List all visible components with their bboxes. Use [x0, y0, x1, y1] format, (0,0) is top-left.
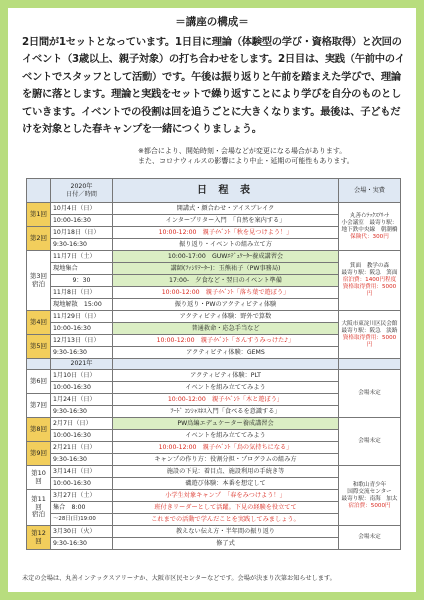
session-11: 第11回 宿泊: [27, 490, 51, 526]
schedule-table: [26, 178, 401, 550]
date-cell: 現地解散 15:00: [51, 299, 113, 311]
table-row: [27, 370, 401, 382]
date-cell: 10:00-16:30: [51, 430, 113, 442]
date-cell: 9:30-16:30: [51, 538, 113, 550]
program-cell: これまでの活動で学んだことを実践してみましょう。: [113, 514, 339, 526]
date-cell: 11月7日（土）: [51, 251, 113, 263]
venue-line: 和歌山青少年: [352, 481, 387, 488]
date-cell: 10:00-16:30: [51, 215, 113, 227]
program-cell: 10:00-12:00 親子ｲﾍﾞﾝﾄ「木と遊ぼう」: [113, 394, 339, 406]
program-cell: 修了式: [113, 538, 339, 550]
program-cell: 振り返り・PWのアクティビティ体験: [113, 299, 339, 311]
session-6: 第6回: [27, 370, 51, 394]
venue-cell: 会場未定: [339, 526, 401, 550]
venue-line: 丸善ｲﾝﾃｯｸｽｱﾘｰﾅ: [349, 212, 390, 219]
program-cell: イベントを組み立ててみよう: [113, 430, 339, 442]
venue-line: 国際交流センター: [347, 488, 392, 495]
venue-cell: [339, 466, 401, 526]
session-8: 第8回: [27, 418, 51, 442]
date-cell: 集合 8:00: [51, 502, 113, 514]
date-cell: 9:30-16:30: [51, 454, 113, 466]
date-cell: 10:00-16:30: [51, 382, 113, 394]
date-cell: 2月21日（日）: [51, 442, 113, 454]
date-cell: 9：30: [51, 275, 113, 287]
header-title: 日 程 表: [113, 179, 339, 203]
year-blank: [339, 359, 401, 370]
date-cell: 9:30-16:30: [51, 239, 113, 251]
program-cell: アクティビティ体験：野外で算数: [113, 311, 339, 323]
venue-line: 最寄り駅：南海 加太: [341, 495, 398, 502]
table-row: [27, 203, 401, 215]
venue-fee: 資格取得費用：5000円: [342, 284, 397, 297]
date-cell: 11月29日（日）: [51, 311, 113, 323]
session-3: 第3回 宿泊: [27, 251, 51, 311]
notes: [138, 146, 408, 166]
venue-fee: 宿泊費：1400円程度: [342, 277, 397, 283]
date-cell: 2月7日（日）: [51, 418, 113, 430]
program-cell: アクティビティ体験：GEMS: [113, 347, 339, 359]
session-1: 第1回: [27, 203, 51, 227]
program-cell: 教えない伝え方・半年間の振り返り: [113, 526, 339, 538]
year-blank: [113, 359, 339, 370]
program-cell: ﾌｰﾄﾞ ｺﾝｼｬｽﾈｽ入門「食べるを意識する」: [113, 406, 339, 418]
header-venue: 会場・実費: [339, 179, 401, 203]
venue-line: 大阪市東淀川区民会館: [341, 320, 398, 327]
program-cell: 講師(ﾌｧｼﾘﾃｰﾀｰ)：玉熊祐子（PW事務局): [113, 263, 339, 275]
program-cell: 振り返り・イベントの組み立て方: [113, 239, 339, 251]
session-2: 第2回: [27, 227, 51, 251]
venue-cell: [339, 203, 401, 251]
table-header-row: [27, 179, 401, 203]
date-cell: 10月4日（日）: [51, 203, 113, 215]
table-row: [27, 311, 401, 323]
program-cell: 普通救命・応急手当など: [113, 323, 339, 335]
date-cell: 9:30-16:30: [51, 406, 113, 418]
session-10: 第10回: [27, 466, 51, 490]
table-row: [27, 251, 401, 263]
venue-fee: 宿泊費：5000円: [348, 502, 391, 509]
date-cell: 10月18日（日）: [51, 227, 113, 239]
note-line-1: ※都合により、開始時刻・会場などが変更になる場合があります。: [138, 147, 347, 155]
venue-fee: 資格取得費用：5000円: [342, 334, 397, 348]
program-cell: PW鳥編エデュケーター養成講習会: [113, 418, 339, 430]
date-cell: 1月10日（日）: [51, 370, 113, 382]
session-9: 第9回: [27, 442, 51, 466]
session-7: 第7回: [27, 394, 51, 418]
date-cell: 3月30日（火）: [51, 526, 113, 538]
program-cell: 班付きリーダーとして活躍。下見の経験を役立てて: [113, 502, 339, 514]
table-row: [27, 418, 401, 430]
program-cell: キャンプの作り方：役割分担・プログラムの組み方: [113, 454, 339, 466]
program-cell: インタープリター入門 「自然を案内する」: [113, 215, 339, 227]
year-row: [27, 359, 401, 370]
program-cell: イベントを組み立ててみよう: [113, 382, 339, 394]
table-row: [27, 466, 401, 478]
program-cell: 小学生対象キャンプ 「春をみつけよう！」: [113, 490, 339, 502]
program-cell: 磯遊び体験：本番を想定して: [113, 478, 339, 490]
date-cell: 3月27日（土）: [51, 490, 113, 502]
program-cell: 10:00-12:00 親子ｲﾍﾞﾝﾄ「秋を見つけよう！」: [113, 227, 339, 239]
note-line-2: また、コロナウィルスの影響により中止・延期の可能性もあります。: [138, 157, 354, 165]
intro-paragraph: 2日間が1セットとなっています。1日目に理論（体験型の学び・資格取得）と次回のイベント（3歳以上、親子対象）の打ち合わせをします。2日目は、実践（午前中のイベントでスタッフとして活動）です。午後は振り返りと午前を踏まえた学びで、理論を腑に落とします。理論と実践をセットで繰り返すことにより学びを自分のものとしていきます。イベントでの役割は回を追うごとに大きくなります。最後は、子どもだけを対象とした春キャンプを一緒につくりましょう。: [22, 36, 405, 136]
venue-cell: 会場未定: [339, 370, 401, 418]
date-cell: 1月24日（日）: [51, 394, 113, 406]
date-cell: 3月14日（日）: [51, 466, 113, 478]
venue-line: 最寄り駅：阪急 淡路: [341, 327, 398, 334]
date-cell: ～28日(日)19:00: [51, 514, 113, 526]
program-cell: アクティビティ体験：PLT: [113, 370, 339, 382]
venue-line: 箕面 教学の森: [349, 263, 390, 269]
header-date: 2020年 日付／時間: [51, 179, 113, 203]
program-cell: 17:00- 夕食など・翌日のイベント準備: [113, 275, 339, 287]
year-blank: [27, 359, 51, 370]
venue-line: 小会議室 最寄り駅：: [341, 219, 398, 226]
program-cell: 開講式・顔合わせ・アイスブレイク: [113, 203, 339, 215]
venue-line: 最寄り駅：阪急 箕面: [341, 270, 398, 276]
date-cell: 12月13日（日）: [51, 335, 113, 347]
venue-cell: [339, 251, 401, 311]
program-cell: 10:00-12:00 親子ｲﾍﾞﾝﾄ「落ち葉で遊ぼう」: [113, 287, 339, 299]
date-cell: 11月8日（日）: [51, 287, 113, 299]
year-label: 2021年: [51, 359, 113, 370]
page: [8, 8, 416, 592]
program-cell: 施設の下見：着目点、施設利用の手続き等: [113, 466, 339, 478]
session-4: 第4回: [27, 311, 51, 335]
program-cell: 10:00-12:00 親子ｲﾍﾞﾝﾄ「さんすうみっけた♪」: [113, 335, 339, 347]
table-row: [27, 526, 401, 538]
date-cell: 10:00-16:30: [51, 478, 113, 490]
venue-fee: 保険代：300円: [350, 233, 389, 240]
program-cell: 10:00-17:00 GUWｴﾃﾞｭｹｰﾀｰ養成講習会: [113, 251, 339, 263]
header-blank: [27, 179, 51, 203]
session-5: 第5回: [27, 335, 51, 359]
venue-cell: [339, 311, 401, 359]
footer-note: 未定の会場は、丸善インテックスアリーナか、大阪市区民センターなどです。会場が決まり次第お知らせします。: [22, 575, 336, 582]
date-cell: 現地集合: [51, 263, 113, 275]
date-cell: 10:00-16:30: [51, 323, 113, 335]
program-cell: 10:00-12:00 親子ｲﾍﾞﾝﾄ「鳥の気持ちになる」: [113, 442, 339, 454]
section-heading: ＝講座の構成＝: [175, 16, 249, 28]
venue-cell: 会場未定: [339, 418, 401, 466]
venue-line: 地下鉄中央線 朝潮橋: [341, 226, 398, 233]
date-cell: 9:30-16:30: [51, 347, 113, 359]
session-12: 第12回: [27, 526, 51, 550]
